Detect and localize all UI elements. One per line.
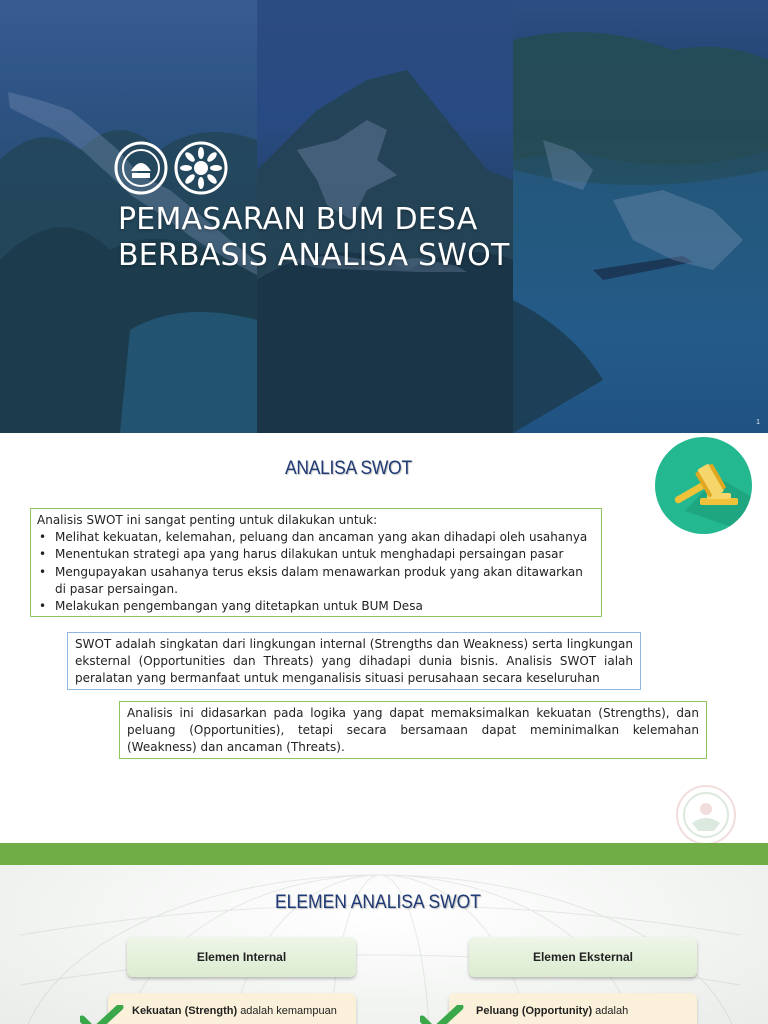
check-icon [80,1005,124,1024]
strength-card [108,993,356,1024]
swot-purpose-box [30,508,602,617]
list-item: • Melihat kekuatan, kelemahan, peluang dan ancaman yang akan dihadapi oleh usahanya [37,529,595,546]
logo-group [114,141,228,195]
opportunity-card [449,993,697,1024]
purpose-list [37,529,595,615]
gavel-icon [655,437,752,534]
strength-title: Kekuatan (Strength) [132,1005,238,1017]
title-line-1: PEMASARAN BUM DESA [118,202,478,237]
analisa-swot-slide [0,433,768,843]
opportunity-text: adalah [595,1005,629,1017]
external-element-label: Elemen Eksternal [469,937,697,977]
elemen-swot-slide [0,865,768,1024]
page-number: 1 [756,419,760,426]
section-title: ANALISA SWOT [285,458,412,479]
swot-definition-box: SWOT adalah singkatan dari lingkungan internal (Strengths dan Weakness) serta lingkungan eksternal (Opportunities dan Threats) yang dihadapi dunia bisnis. Analisis SWOT ialah peralatan yang bermanfaat untuk menganalisis situasi perusahaan secara keseluruhan [67,632,641,690]
flower-logo-icon [174,141,228,195]
gavel-badge [655,437,752,534]
list-item: • Melakukan pengembangan yang ditetapkan untuk BUM Desa [37,598,595,615]
watermark-logo-icon [674,783,738,843]
slide-divider-bar [0,843,768,865]
swot-logic-box: Analisis ini didasarkan pada logika yang dapat memaksimalkan kekuatan (Strengths), dan peluang (Opportunities), tetapi secara bersamaan dapat meminimalkan kelemahan (Weakness) dan ancaman (Threats). [119,701,707,759]
check-icon [420,1005,464,1024]
emblem-logo-icon [114,141,168,195]
section-title: ELEMEN ANALISA SWOT [275,892,481,913]
internal-element-label: Elemen Internal [127,937,356,977]
strength-text: adalah kemampuan [240,1005,337,1017]
title-slide [0,0,768,433]
list-item: • Mengupayakan usahanya terus eksis dalam menawarkan produk yang akan ditawarkan di pasar persaingan. [37,564,595,598]
purpose-intro: Analisis SWOT ini sangat penting untuk dilakukan untuk: [37,513,378,527]
opportunity-title: Peluang (Opportunity) [476,1005,593,1017]
list-item: • Menentukan strategi apa yang harus dilakukan untuk menghadapi persaingan pasar [37,546,595,563]
title-line-2: BERBASIS ANALISA SWOT [118,238,510,273]
slide-title [118,202,510,274]
